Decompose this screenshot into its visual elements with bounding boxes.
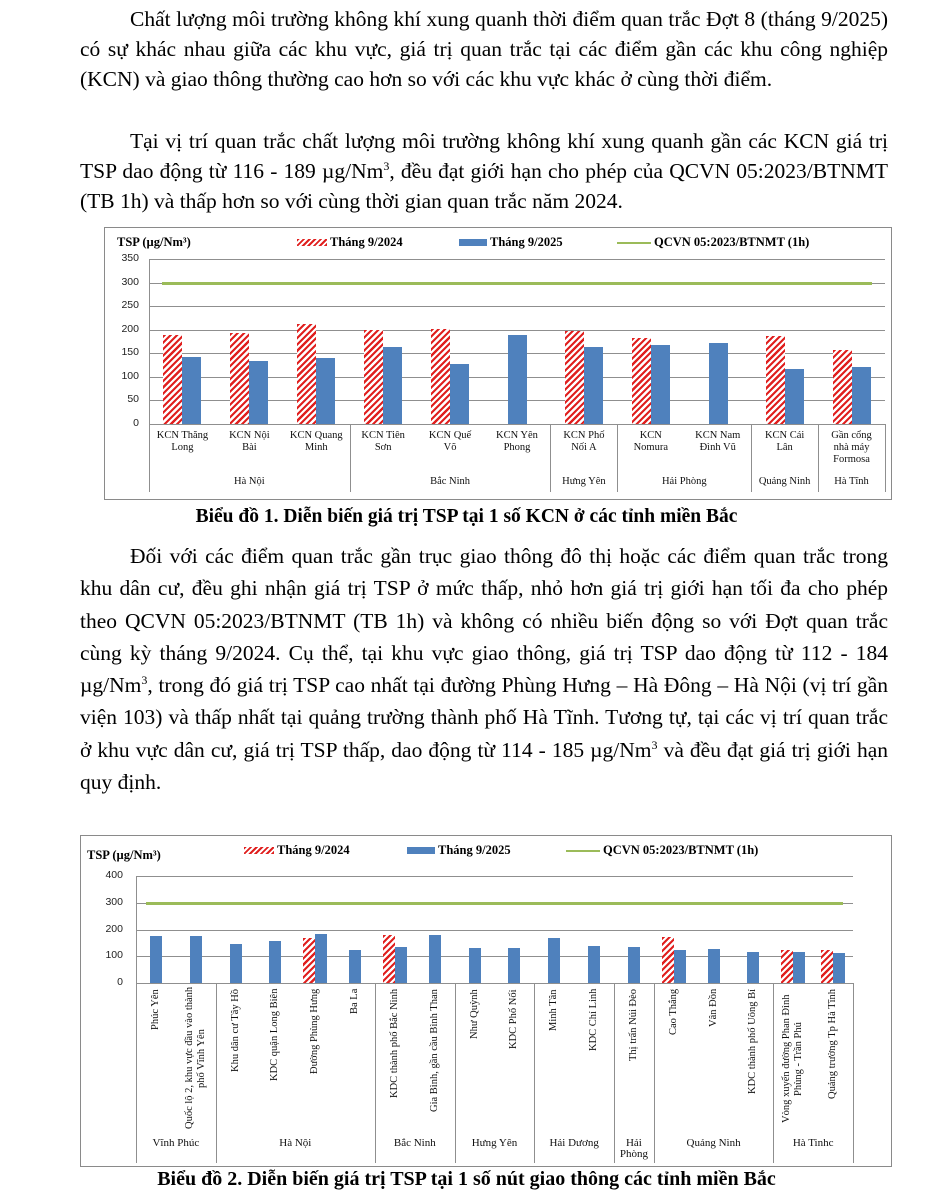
category-label-line: KCN Yên: [496, 430, 538, 441]
paragraph-traffic-text-a: Đối với các điểm quan trắc gần trục giao thông đô thị hoặc các điểm quan trắc trong khu dân cư, đều ghi nhận giá trị TSP ở mức thấp, nhỏ hơn giá trị giới hạn tối đa cho phép theo QCVN 05:2023/BTNMT (TB 1h) và không có nhiều biến động so với Đợt quan trắc cùng kỳ tháng 9/2024. Cụ thể, tại khu vực giao thông, giá trị TSP dao động từ 112 - 184 µg/Nm: [80, 544, 888, 698]
superscript: 3: [651, 737, 658, 752]
category-label: [389, 989, 401, 1129]
bar-2025: [747, 952, 759, 983]
y-axis-title-text: TSP (µg/Nm³): [87, 848, 161, 862]
y-tick-label: 200: [121, 322, 139, 335]
gridline: [149, 259, 885, 260]
category-label: [781, 989, 805, 1129]
category-label: [149, 430, 216, 454]
category-label-line: KDC quận Long Biên: [269, 989, 281, 1082]
category-label: [508, 989, 520, 1129]
bar-2025: [150, 936, 162, 983]
category-label-line: KCN Phố: [563, 430, 605, 441]
paragraph-kcn-text-b: , đều đạt giới hạn cho phép của QCVN 05:2023/BTNMT (TB 1h) và thấp hơn so với cùng thời gian quan trắc năm 2024.: [80, 159, 888, 213]
group-separator: [375, 983, 376, 1163]
bar-2025: [852, 367, 871, 424]
category-label-line: KCN Nam: [695, 430, 741, 441]
group-separator: [534, 983, 535, 1163]
group-label: Hà Tinhc: [792, 1137, 834, 1149]
category-label-line: Quốc lộ 2, khu vực đầu vào thành: [183, 986, 195, 1129]
chart-2: [80, 835, 892, 1167]
category-label: [827, 989, 839, 1129]
group-separator: [853, 983, 854, 1163]
bar-2025: [793, 952, 805, 983]
category-label-line: Đường Phùng Hưng: [309, 989, 321, 1075]
category-label-line: KDC Chí Linh: [588, 989, 600, 1052]
category-label-line: KCN Quang: [289, 430, 343, 441]
category-label-line: Phùng - Trần Phú: [793, 1022, 805, 1096]
bar-2025: [588, 946, 600, 983]
category-label: [350, 430, 417, 454]
bar-2025: [548, 938, 560, 983]
category-label-line: Nối A: [571, 442, 597, 453]
group-label: Hải Dương: [549, 1137, 599, 1149]
legend-2025: [407, 843, 511, 858]
hatch-swatch-icon: [297, 239, 327, 246]
bar-2025: [508, 335, 527, 424]
category-label-line: Như Quỳnh: [468, 989, 480, 1039]
category-label: [751, 430, 818, 454]
group-label: Hưng Yên: [471, 1137, 518, 1149]
category-label-line: Đình Vũ: [699, 442, 736, 453]
category-label-line: Võ: [443, 442, 457, 453]
gridline: [136, 930, 853, 931]
category-label: [588, 989, 600, 1129]
y-tick-label: 300: [105, 895, 123, 908]
group-label: Bắc Ninh: [393, 1137, 436, 1149]
bar-2025: [429, 935, 441, 983]
category-label-line: Minh Tân: [548, 989, 560, 1031]
category-label-line: KCN Thăng: [156, 430, 209, 441]
bar-2025: [709, 343, 728, 424]
category-label-line: Phong: [503, 442, 531, 453]
green-line-icon: [617, 242, 651, 244]
category-label: [183, 986, 208, 1129]
category-label-line: Lân: [776, 442, 793, 453]
bar-2024: [431, 329, 450, 424]
legend-2025-label: Tháng 9/2025: [438, 843, 511, 857]
bar-2025: [315, 934, 327, 983]
group-label: Hải Phòng: [619, 1137, 648, 1160]
group-label: Bắc Ninh: [430, 476, 471, 487]
category-label: [668, 989, 680, 1129]
category-label: [747, 989, 759, 1129]
legend-limit: [566, 843, 758, 858]
legend-2024-label: Tháng 9/2024: [330, 235, 403, 249]
bar-2025: [316, 358, 335, 424]
paragraph-kcn-text-a: Tại vị trí quan trắc chất lượng môi trường không khí xung quanh gần các KCN giá trị TSP dao động từ 116 - 189 µg/Nm: [80, 129, 888, 183]
category-label-line: Minh: [304, 442, 328, 453]
category-label: [484, 430, 551, 454]
bar-2024: [230, 333, 249, 424]
category-label-line: Nomura: [633, 442, 669, 453]
category-label: [230, 989, 242, 1129]
bar-2024: [565, 331, 584, 424]
bar-2025: [785, 369, 804, 424]
category-label: [617, 430, 684, 454]
bar-2025: [628, 947, 640, 983]
bar-2025: [190, 936, 202, 983]
group-separator: [136, 983, 137, 1163]
legend-limit-label: QCVN 05:2023/BTNMT (1h): [654, 235, 810, 249]
category-label-line: nhà máy: [833, 442, 870, 453]
gridline: [136, 876, 853, 877]
group-label: Hà Nội: [234, 476, 265, 487]
category-label-line: KCN Quế: [428, 430, 472, 441]
category-label: [269, 989, 281, 1129]
bar-2025: [833, 953, 845, 983]
category-label-line: Thị trấn Núi Đèo: [627, 989, 639, 1062]
category-label-line: KCN: [639, 430, 662, 441]
group-label: Hà Nội: [279, 1137, 312, 1149]
category-label: [349, 989, 361, 1129]
x-axis-line: [149, 424, 885, 425]
bar-2025: [450, 364, 469, 424]
y-axis-line: [149, 259, 150, 424]
bar-2025: [249, 361, 268, 424]
paragraph-traffic: [80, 540, 888, 798]
category-label: [708, 989, 720, 1129]
y-axis-line: [136, 876, 137, 983]
gridline: [136, 956, 853, 957]
category-label: [628, 989, 640, 1129]
group-label: Hưng Yên: [562, 476, 606, 487]
y-tick-label: 0: [117, 976, 123, 988]
bar-2025: [230, 944, 242, 983]
bar-2025: [584, 347, 603, 424]
bar-2025: [383, 347, 402, 424]
category-label-line: KCN Nội: [229, 430, 270, 441]
legend-2024: [297, 235, 403, 250]
y-tick-label: 100: [105, 949, 123, 962]
hatch-swatch-icon: [244, 847, 274, 854]
category-label-line: KDC thành phố Bắc Ninh: [388, 989, 400, 1099]
category-label-line: Gia Bình, gần cầu Bình Than: [428, 989, 440, 1112]
category-label: [417, 430, 484, 454]
bar-2024: [662, 937, 674, 983]
bar-2024: [833, 350, 852, 424]
bar-2024: [766, 336, 785, 424]
group-label: Quảng Ninh: [686, 1137, 741, 1149]
y-tick-label: 250: [121, 299, 139, 312]
y-tick-label: 350: [121, 252, 139, 264]
category-label: [150, 989, 162, 1129]
category-label-line: Vân Đồn: [707, 989, 719, 1028]
category-label: [550, 430, 617, 454]
group-label: Vĩnh Phúc: [152, 1137, 200, 1149]
y-tick-label: 400: [105, 869, 123, 881]
group-separator: [216, 983, 217, 1163]
category-label-line: Cao Thắng: [667, 989, 679, 1036]
paragraph-kcn: [80, 126, 888, 216]
chart-1-caption: Biểu đồ 1. Diễn biến giá trị TSP tại 1 số KCN ở các tỉnh miền Bắc: [195, 506, 738, 527]
category-label-line: KCN Cái: [764, 430, 805, 441]
category-label-line: Gần cổng: [831, 430, 872, 441]
legend-2024: [244, 843, 350, 858]
category-label: [283, 430, 350, 454]
bar-2024: [781, 950, 793, 983]
category-label: [429, 989, 441, 1129]
group-label: Hà Tĩnh: [834, 476, 869, 487]
category-label-line: Bài: [242, 442, 257, 453]
bar-2025: [651, 345, 670, 424]
bar-2025: [395, 947, 407, 983]
bar-2025: [674, 950, 686, 983]
category-label-line: Quảng trường Tp Hà Tĩnh: [827, 989, 839, 1100]
bar-2025: [269, 941, 281, 983]
y-axis-title-text: TSP (µg/Nm³): [117, 235, 191, 249]
y-tick-label: 150: [121, 346, 139, 359]
blue-swatch-icon: [459, 239, 487, 246]
category-label-line: Formosa: [833, 454, 870, 465]
group-separator: [654, 983, 655, 1163]
gridline: [149, 306, 885, 307]
bar-2025: [469, 948, 481, 983]
category-label-line: Ba La: [349, 989, 361, 1015]
category-label-line: KCN Tiên: [361, 430, 405, 441]
y-tick-label: 200: [105, 922, 123, 935]
bar-2025: [508, 948, 520, 983]
group-label: Quảng Ninh: [758, 476, 811, 487]
paragraph-traffic-text-c: và đều đạt giá trị giới hạn quy định.: [80, 737, 888, 795]
y-tick-label: 300: [121, 275, 139, 288]
category-label-line: Long: [171, 442, 194, 453]
group-separator: [614, 983, 615, 1163]
bar-2024: [821, 950, 833, 983]
bar-2024: [303, 938, 315, 983]
blue-swatch-icon: [407, 847, 435, 854]
bar-2024: [163, 335, 182, 424]
group-label: Hải Phòng: [661, 476, 707, 487]
green-line-icon: [566, 850, 600, 852]
category-label: [818, 430, 885, 466]
category-label: [216, 430, 283, 454]
y-axis-title: [87, 848, 161, 863]
paragraph-traffic-text-b: , trong đó giá trị TSP cao nhất tại đường Phùng Hưng – Hà Đông – Hà Nội (vị trí gần viện 103) và thấp nhất tại quảng trường thành phố Hà Tĩnh. Tương tự, tại các vị trí quan trắc ở khu vực dân cư, giá trị TSP thấp, dao động từ 114 - 185 µg/Nm: [80, 673, 888, 762]
superscript: 3: [383, 158, 390, 173]
category-label: [548, 989, 560, 1129]
category-label-line: Phúc Yên: [149, 989, 161, 1030]
category-label-line: Khu dân cư Tây Hồ: [229, 989, 241, 1073]
legend-limit: [617, 235, 809, 250]
legend-2025: [459, 235, 563, 250]
chart-1: [104, 227, 892, 500]
x-axis-line: [136, 983, 853, 984]
category-label: [684, 430, 751, 454]
chart-2-caption: Biểu đồ 2. Diễn biến giá trị TSP tại 1 số nút giao thông các tỉnh miền Bắc: [157, 1168, 776, 1190]
y-tick-label: 50: [127, 393, 139, 406]
gridline: [149, 330, 885, 331]
legend-limit-label: QCVN 05:2023/BTNMT (1h): [603, 843, 759, 857]
bar-2024: [297, 324, 316, 424]
bar-2024: [632, 338, 651, 424]
paragraph-intro: [80, 4, 888, 94]
group-separator: [773, 983, 774, 1163]
bar-2024: [383, 935, 395, 983]
qcvn-limit-line: [146, 902, 843, 905]
legend-2024-label: Tháng 9/2024: [277, 843, 350, 857]
category-label-line: Sơn: [374, 442, 392, 453]
category-label-line: Vòng xuyến đường Phan Đình: [781, 994, 793, 1124]
y-tick-label: 0: [133, 417, 139, 429]
group-separator: [455, 983, 456, 1163]
category-label: [469, 989, 481, 1129]
bar-2025: [349, 950, 361, 983]
bar-2024: [364, 330, 383, 424]
legend-2025-label: Tháng 9/2025: [490, 235, 563, 249]
qcvn-limit-line: [162, 282, 871, 285]
category-label-line: KDC thành phố Uông Bí: [747, 989, 759, 1094]
category-label: [309, 989, 321, 1129]
superscript: 3: [141, 673, 148, 688]
group-separator: [885, 424, 886, 492]
paragraph-intro-text: Chất lượng môi trường không khí xung quanh thời điểm quan trắc Đợt 8 (tháng 9/2025) có sự khác nhau giữa các khu vực, giá trị quan trắc tại các điểm gần các khu công nghiệp (KCN) và giao thông thường cao hơn so với các khu vực khác ở cùng thời điểm.: [80, 7, 888, 91]
category-label-line: phố Vĩnh Yên: [195, 1029, 207, 1089]
category-label-line: KDC Phố Nối: [508, 989, 520, 1049]
y-axis-title: [117, 235, 191, 250]
bar-2025: [708, 949, 720, 983]
bar-2025: [182, 357, 201, 424]
y-tick-label: 100: [121, 369, 139, 382]
